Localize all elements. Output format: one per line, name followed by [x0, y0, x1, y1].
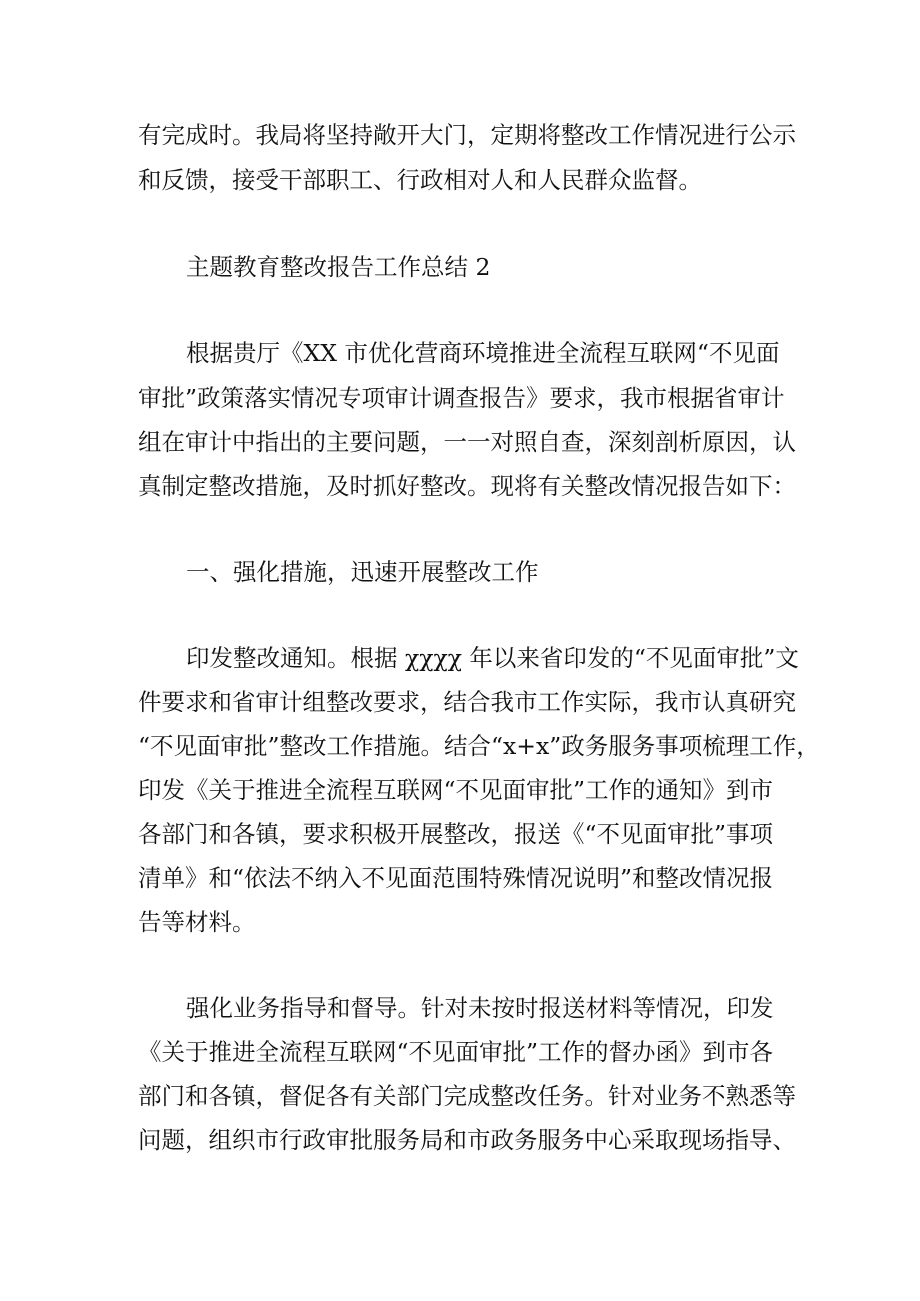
paragraph-line: 部门和各镇，督促各有关部门完成整改任务。针对业务不熟悉等 [138, 1082, 796, 1110]
paragraph-line: 告等材料。 [138, 908, 256, 936]
paragraph-line: 各部门和各镇，要求积极开展整改，报送《“不见面审批”事项 [138, 820, 774, 848]
paragraph-line: 印发《关于推进全流程互联网“不见面审批”工作的通知》到市 [138, 776, 774, 804]
paragraph-line: 《关于推进全流程互联网“不见面审批”工作的督办函》到市各 [138, 1038, 774, 1066]
paragraph-line: 和反馈，接受干部职工、行政相对人和人民群众监督。 [138, 166, 702, 194]
paragraph-line: 清单》和“依法不纳入不见面范围特殊情况说明”和整改情况报 [138, 864, 774, 892]
paragraph-line: 真制定整改措施，及时抓好整改。现将有关整改情况报告如下： [138, 472, 796, 500]
paragraph-line: 强化业务指导和督导。针对未按时报送材料等情况，印发 [186, 994, 774, 1022]
section-heading: 主题教育整改报告工作总结 2 [186, 253, 491, 281]
paragraph-line: 印发整改通知。根据 χχχχ 年以来省印发的“不见面审批”文 [186, 644, 799, 672]
paragraph-line: 有完成时。我局将坚持敞开大门，定期将整改工作情况进行公示 [138, 121, 796, 149]
subsection-heading: 一、强化措施，迅速开展整改工作 [186, 558, 539, 586]
paragraph-line: 组在审计中指出的主要问题，一一对照自查，深刻剖析原因，认 [138, 428, 796, 456]
paragraph-line: 审批”政策落实情况专项审计调查报告》要求，我市根据省审计 [138, 384, 785, 412]
paragraph-line: “不见面审批”整改工作措施。结合“x+x”政务服务事项梳理工作， [138, 732, 820, 760]
paragraph-line: 件要求和省审计组整改要求，结合我市工作实际，我市认真研究 [138, 688, 796, 716]
paragraph-line: 问题，组织市行政审批服务局和市政务服务中心采取现场指导、 [138, 1126, 796, 1154]
paragraph-line: 根据贵厅《XX 市优化营商环境推进全流程互联网“不见面 [186, 339, 780, 367]
